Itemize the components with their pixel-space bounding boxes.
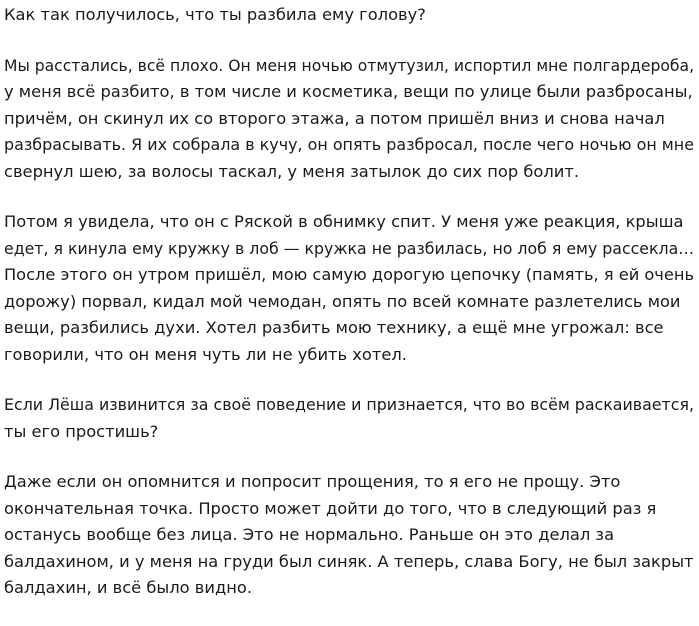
text-line: Потом я увидела, что он с Ряской в обнимку спит. У меня уже реакция, крыша <box>4 212 684 231</box>
text-line: Даже если он опомнится и попросит прощения, то я его не прощу. Это <box>4 472 621 491</box>
text-line: балдахином, и у меня на груди был синяк. А теперь, слава Богу, не был закрыт <box>4 551 694 571</box>
text-line: разбрасывать. Я их собрала в кучу, он опять разбросал, после чего ночью он мне <box>4 135 695 154</box>
text-line: свернул шею, за волосы таскал, у меня затылок до сих пор болит. <box>4 161 580 181</box>
answer-paragraph-1 <box>4 53 694 186</box>
text-line: дорожу) порвал, кидал мой чемодан, опять по всей комнате разлетелись мои <box>4 291 681 311</box>
text-line: у меня всё разбито, в том числе и косметика, вещи по улице были разбросаны, <box>4 82 693 101</box>
text-line: ты его простишь? <box>4 421 159 441</box>
answer-paragraph-3 <box>4 469 694 602</box>
question-paragraph-1 <box>4 2 694 29</box>
text-line: едет, я кинула ему кружку в лоб — кружка не разбилась, но лоб я ему рассекла… <box>4 238 694 258</box>
text-line: причём, он скинул их со второго этажа, а потом пришёл вниз и снова начал <box>4 108 665 128</box>
text-line: После этого он утром пришёл, мою самую дорогую цепочку (память, я ей очень <box>4 265 694 284</box>
text-line: балдахин, и всё было видно. <box>4 578 253 597</box>
text-line: вещи, разбились духи. Хотел разбить мою технику, а ещё мне угрожал: все <box>4 318 664 337</box>
answer-paragraph-2 <box>4 209 694 368</box>
text-line: Как так получилось, что ты разбила ему голову? <box>4 5 426 24</box>
text-line: говорили, что он меня чуть ли не убить хотел. <box>4 344 407 364</box>
text-line: останусь вообще без лица. Это не нормально. Раньше он это делал за <box>4 525 615 544</box>
question-paragraph-2 <box>4 392 694 445</box>
text-line: окончательная точка. Просто может дойти до того, что в следующий раз я <box>4 498 657 518</box>
text-line: Если Лёша извинится за своё поведение и признается, что во всём раскаивается, <box>4 395 694 414</box>
text-line: Мы расстались, всё плохо. Он меня ночью отмутузил, испортил мне полгардероба, <box>4 55 695 75</box>
interview-text <box>4 2 694 626</box>
